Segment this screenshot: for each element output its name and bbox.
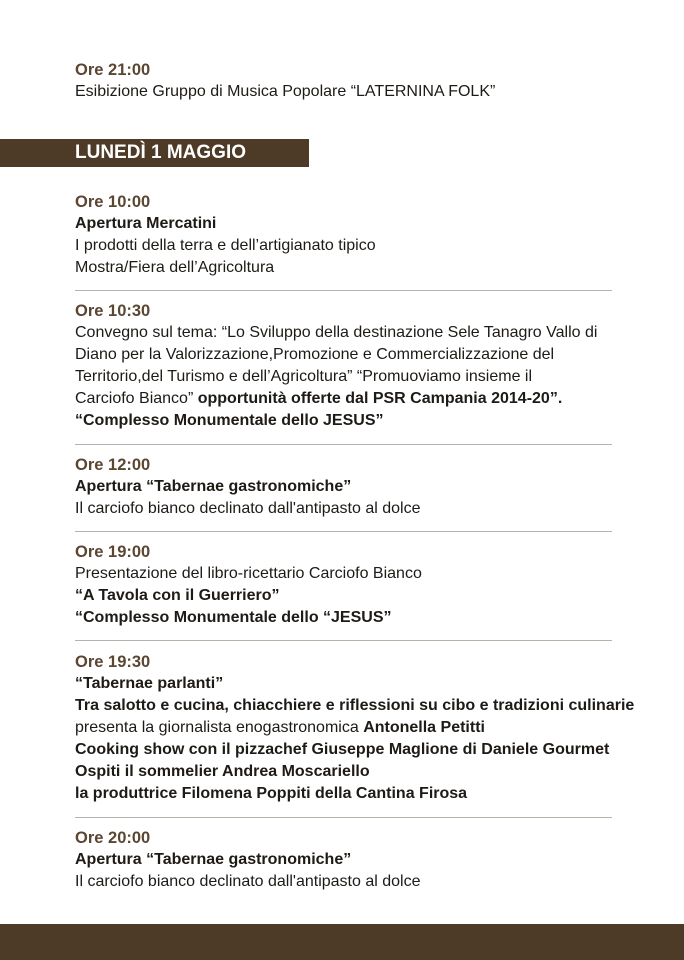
event-line: Il carciofo bianco declinato dall'antipasto al dolce (75, 873, 421, 890)
event-line: “Tabernae parlanti” (75, 675, 224, 692)
event-title: Apertura “Tabernae gastronomiche” (75, 851, 352, 868)
event-time: Ore 21:00 (75, 61, 151, 79)
event-time: Ore 10:30 (75, 302, 151, 320)
event-time: Ore 12:00 (75, 456, 151, 474)
event-1030 (75, 300, 615, 432)
separator (75, 531, 612, 532)
footer-bar (0, 924, 684, 960)
event-line: Ospiti il sommelier Andrea Moscariello (75, 763, 370, 780)
separator (75, 444, 612, 445)
event-title: Apertura Mercatini (75, 215, 217, 232)
event-time: Ore 19:00 (75, 543, 151, 561)
event-line: “A Tavola con il Guerriero” (75, 587, 280, 604)
event-line (75, 717, 615, 739)
event-line: Convegno sul tema: “Lo Sviluppo della destinazione Sele Tanagro Vallo di (75, 324, 598, 341)
event-1900 (75, 541, 615, 629)
event-line: Territorio,del Turismo e dell’Agricoltura” “Promuoviamo insieme il (75, 368, 533, 385)
event-2000 (75, 827, 615, 893)
event-line: Il carciofo bianco declinato dall'antipasto al dolce (75, 500, 421, 517)
event-time: Ore 19:30 (75, 653, 151, 671)
pre-event (75, 59, 615, 103)
separator (75, 817, 612, 818)
event-line (75, 388, 615, 410)
event-1000 (75, 191, 615, 279)
event-line-bold: Antonella Petitti (363, 719, 485, 736)
event-line: Mostra/Fiera dell’Agricoltura (75, 259, 275, 276)
day-banner: LUNEDÌ 1 MAGGIO (0, 139, 309, 167)
event-line-bold: opportunità offerte dal PSR Campania 2014-20”. (197, 390, 563, 407)
event-1200 (75, 454, 615, 520)
separator (75, 640, 612, 641)
event-title: Apertura “Tabernae gastronomiche” (75, 478, 352, 495)
event-venue: “Complesso Monumentale dello JESUS” (75, 412, 384, 429)
event-line: Tra salotto e cucina, chiacchiere e riflessioni su cibo e tradizioni culinarie (75, 697, 635, 714)
event-line: la produttrice Filomena Poppiti della Cantina Firosa (75, 785, 468, 802)
event-line: Cooking show con il pizzachef Giuseppe Maglione di Daniele Gourmet (75, 741, 610, 758)
event-time: Ore 10:00 (75, 193, 151, 211)
event-line: Diano per la Valorizzazione,Promozione e Commercializzazione del (75, 346, 555, 363)
event-line-normal: presenta la giornalista enogastronomica (75, 719, 359, 736)
event-venue: “Complesso Monumentale dello “JESUS” (75, 609, 392, 626)
event-line-normal: Carciofo Bianco” (75, 390, 194, 407)
event-line: I prodotti della terra e dell’artigianato tipico (75, 237, 376, 254)
event-1930 (75, 651, 635, 805)
event-time: Ore 20:00 (75, 829, 151, 847)
separator (75, 290, 612, 291)
event-text: Esibizione Gruppo di Musica Popolare “LATERNINA FOLK” (75, 83, 496, 100)
event-line: Presentazione del libro-ricettario Carciofo Bianco (75, 565, 422, 582)
